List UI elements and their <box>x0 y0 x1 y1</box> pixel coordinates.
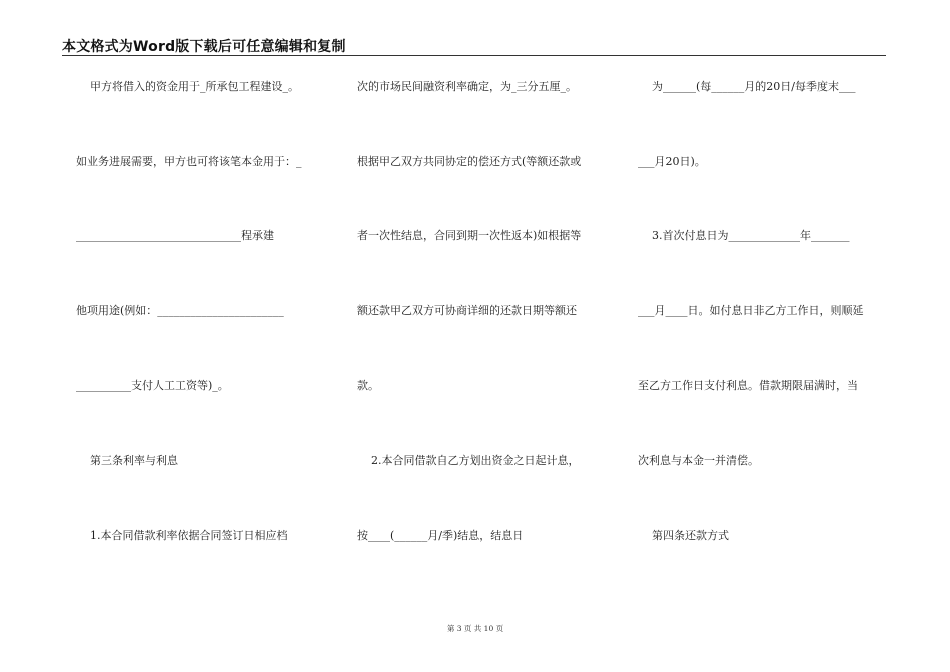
text-line: 2.本合同借款自乙方划出资金之日起计息， <box>357 454 580 467</box>
text-line: 根据甲乙双方共同协定的偿还方式(等额还款或 <box>357 155 582 168</box>
section-heading: 第四条还款方式 <box>638 529 729 542</box>
text-line: 1.本合同借款利率依据合同签订日相应档 <box>76 529 288 542</box>
text-line: 次的市场民间融资利率确定，为_三分五厘_。 <box>357 80 577 93</box>
text-line: 甲方将借入的资金用于_所承包工程建设_。 <box>76 80 299 93</box>
text-line: 3.首次付息日为_____________年_______ <box>638 229 850 242</box>
document-header-title: 本文格式为Word版下载后可任意编辑和复制 <box>62 39 346 55</box>
text-line: 至乙方工作日支付利息。借款期限届满时，当 <box>638 379 858 392</box>
text-line: 按____(______月/季)结息，结息日 <box>357 529 524 542</box>
section-heading: 第三条利率与利息 <box>76 454 178 467</box>
text-line: 额还款甲乙双方可协商详细的还款日期等额还 <box>357 304 577 317</box>
text-column-3 <box>638 0 888 672</box>
text-line: ___月20日)。 <box>638 155 706 168</box>
text-line: __________支付人工工资等)_。 <box>76 379 229 392</box>
text-line: ______________________________程承建 <box>76 229 274 242</box>
text-line: 如业务进展需要，甲方也可将该笔本金用于：_ <box>76 155 302 168</box>
page-number: 第 3 页 共 10 页 <box>446 624 504 633</box>
text-column-2 <box>357 0 607 672</box>
text-line: 为______(每______月的20日/每季度末___ <box>638 80 856 93</box>
text-line: ___月____日。如付息日非乙方工作日，则顺延 <box>638 304 864 317</box>
text-line: 次利息与本金一并清偿。 <box>638 454 759 467</box>
text-line: 者一次性结息，合同到期一次性返本)如根据等 <box>357 229 582 242</box>
text-line: 款。 <box>357 379 379 392</box>
text-column-1 <box>76 0 326 672</box>
text-line: 他项用途(例如：_______________________ <box>76 304 284 317</box>
